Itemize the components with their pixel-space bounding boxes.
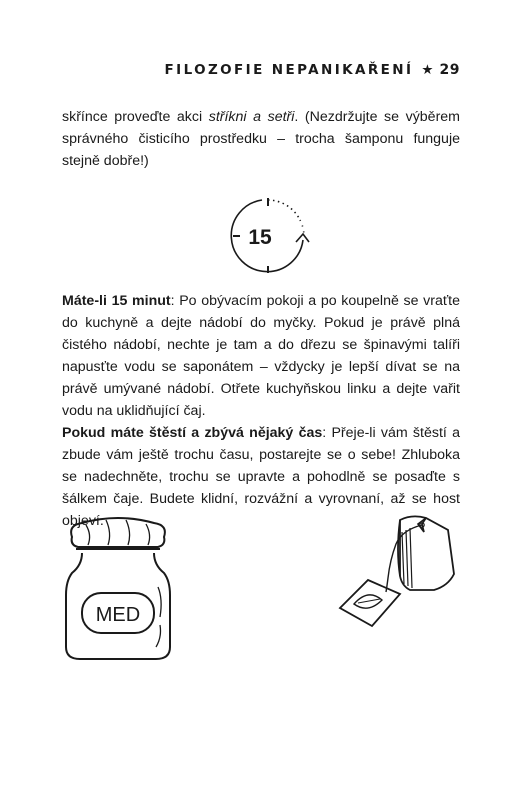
heading-extra-time: Pokud máte štěstí a zbývá nějaký čas bbox=[62, 425, 323, 441]
honey-jar-illustration bbox=[62, 515, 174, 665]
running-header bbox=[165, 62, 460, 78]
page-number: 29 bbox=[439, 62, 460, 78]
header-star: ★ bbox=[421, 62, 434, 78]
text-extra-time: : Přeje-li vám štěstí a zbude vám ještě trochu času, postarejte se o sebe! Zhluboka se nadechněte, trochu se upravte a pohodlně se posaďte s šálkem čaje. Budete klidní, rozvážní a vyrovnaní, až se host objeví. bbox=[62, 425, 460, 529]
timer-clock-icon bbox=[228, 196, 308, 276]
jar-label: MED bbox=[95, 604, 141, 626]
tea-bag-illustration bbox=[330, 510, 470, 640]
intro-text-end: . (Nezdržujte se výběrem správného čisticího prostředku – trocha šamponu funguje stejně dobře!) bbox=[62, 109, 461, 169]
paragraph-15-minutes bbox=[62, 290, 460, 422]
intro-paragraph bbox=[62, 106, 460, 172]
heading-15-minutes: Máte-li 15 minut bbox=[62, 293, 171, 309]
intro-text-start: skřínce proveďte akci bbox=[62, 109, 209, 125]
body-paragraphs bbox=[62, 290, 460, 532]
header-title: FILOZOFIE NEPANIKAŘENÍ bbox=[164, 62, 414, 78]
text-15-minutes: : Po obývacím pokoji a po koupelně se vraťte do kuchyně a dejte nádobí do myčky. Pokud je právě plná čistého nádobí, nechte je tam a do dřezu se špinavými talíři napusťte vodu se saponátem – vždycky je lepší dívat se na právě umývané nádobí. Otřete kuchyňskou linku a dejte vařit vodu na uklidňující čaj. bbox=[62, 293, 460, 419]
intro-emphasis: stříkni a setři bbox=[208, 109, 295, 125]
timer-value: 15 bbox=[248, 226, 272, 249]
